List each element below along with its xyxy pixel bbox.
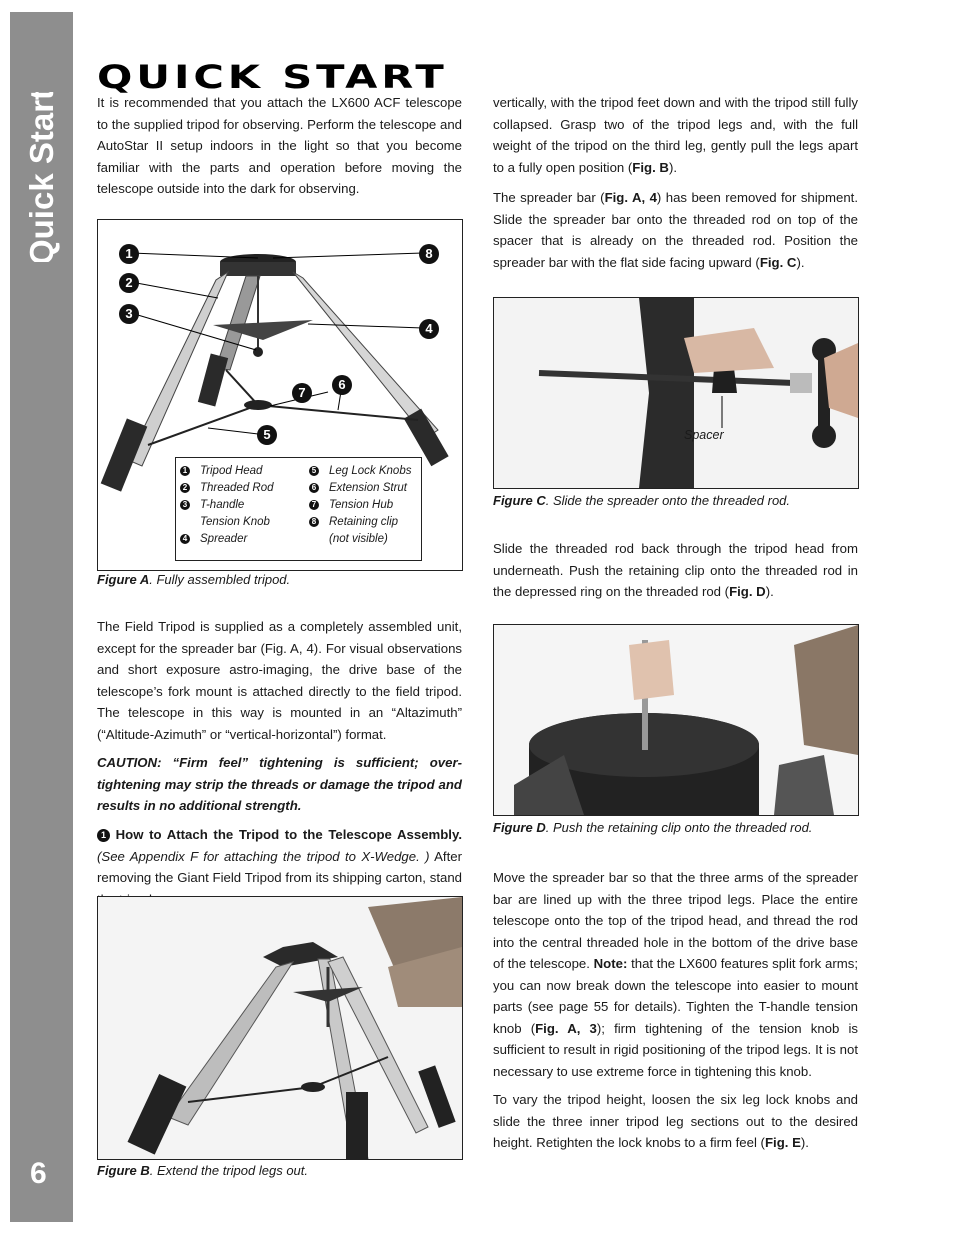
callout-8: 8 [419, 244, 439, 264]
intro-paragraph: It is recommended that you attach the LX600 ACF telescope to the supplied tripod for observing. Perform the telescope and AutoStar II setup indoors in the light so that you become familiar with the parts and operation before moving the telescope outside into the dark for observing. [97, 95, 462, 196]
legend-number-icon: 5 [309, 466, 319, 476]
caution-paragraph: CAUTION: “Firm feel” tightening is sufficient; over-tightening may strip the threads or damage the tripod and results in no additional strength. [97, 755, 462, 813]
legend-label: Tension Hub [329, 499, 394, 511]
legend-number-icon: 6 [309, 483, 319, 493]
legend-item [309, 499, 393, 511]
sidebar-title-text: Quick Start [23, 92, 60, 262]
legend-label: Spreader [200, 533, 248, 545]
legend-item [329, 533, 388, 545]
step-number-icon: 1 [97, 829, 110, 842]
figure-d-photo [494, 625, 858, 815]
legend-label: Leg Lock Knobs [329, 465, 412, 477]
legend-label: T-handle [200, 499, 245, 511]
callout-7: 7 [292, 383, 312, 403]
legend-item [309, 465, 411, 477]
figure-d [493, 624, 859, 816]
callout-2: 2 [119, 273, 139, 293]
callout-1: 1 [119, 244, 139, 264]
callout-5: 5 [257, 425, 277, 445]
legend-item [309, 482, 407, 494]
figure-a-caption: Figure A. Fully assembled tripod. [97, 572, 291, 587]
legend-label: Extension Strut [329, 482, 407, 494]
sidebar-title [16, 92, 68, 262]
legend-item [180, 499, 244, 511]
figure-b-caption: Figure B. Extend the tripod legs out. [97, 1163, 309, 1178]
right-paragraph-5: To vary the tripod height, loosen the six leg lock knobs and slide the three inner tripod leg sections out to the desired height. Retighten the lock knobs to a firm feel (Fig. E). [493, 1092, 858, 1150]
legend-label: Tripod Head [200, 465, 263, 477]
sidebar-band [10, 12, 73, 1222]
right-paragraph-2: The spreader bar (Fig. A, 4) has been removed for shipment. Slide the spreader bar onto the threaded rod on top of the spacer that is already on the threaded rod. Position the spreader bar with the flat side facing upward (Fig. C). [493, 190, 858, 270]
field-tripod-paragraph: The Field Tripod is supplied as a completely assembled unit, except for the spreader bar (Fig. A, 4). For visual observations and short exposure astro-imaging, the drive base of the telescope’s fork mount is attached directly to the field tripod. The telescope in this way is mounted in an “Altazimuth” (“Altitude-Azimuth” or “vertical-horizontal”) format. [97, 619, 462, 742]
right-paragraph-1: vertically, with the tripod feet down and with the tripod still fully collapsed. Grasp two of the tripod legs and, with the full weight of the tripod on the third leg, gently pull the legs apart to a fully open position (Fig. B). [493, 95, 858, 175]
legend-label: Tension Knob [200, 516, 270, 528]
legend-number-icon: 3 [180, 500, 190, 510]
legend-number-icon: 7 [309, 500, 319, 510]
figure-c-caption: Figure C. Slide the spreader onto the threaded rod. [493, 493, 791, 508]
legend-item [200, 516, 270, 528]
page-title: QUICK START [97, 58, 448, 96]
legend-item [180, 465, 262, 477]
legend-number-icon: 2 [180, 483, 190, 493]
figure-a [97, 219, 463, 571]
sidebar-title-svg [16, 92, 68, 262]
figure-c-photo [494, 298, 858, 488]
legend-number-icon: 1 [180, 466, 190, 476]
figure-a-legend [175, 457, 422, 561]
legend-item [180, 482, 274, 494]
step1-paragraph: 1 How to Attach the Tripod to the Telescope Assembly. (See Appendix F for attaching the tripod to X-Wedge. ) After removing the Giant Field Tripod from its shipping carton, stand [97, 827, 462, 885]
legend-label: Threaded Rod [200, 482, 274, 494]
callout-3: 3 [119, 304, 139, 324]
right-paragraph-4: Move the spreader bar so that the three arms of the spreader bar are lined up with the three tripod legs. Place the entire telescope onto the top of the tripod head, and thread the rod into the central threaded hole in the bottom of the drive base of the telescope. Note: that the LX600 features split fork arms; you can now break down the telescope into easier to mount parts (see page 55 for details). Tighten the T-handle tension knob (Fig. A, 3); firm tightening of the tension knob is sufficient to result in rigid positioning of the tripod legs. It is not necessary to use extreme force in tightening this knob. [493, 870, 858, 1079]
legend-item [309, 516, 398, 528]
figure-c [493, 297, 859, 489]
figure-d-caption: Figure D. Push the retaining clip onto the threaded rod. [493, 820, 813, 835]
callout-6: 6 [332, 375, 352, 395]
page-number: 6 [30, 1157, 47, 1190]
figure-b-tripod-photo [98, 897, 462, 1159]
legend-number-icon: 4 [180, 534, 190, 544]
legend-item [180, 533, 247, 545]
legend-label: (not visible) [329, 533, 388, 545]
figure-b [97, 896, 463, 1160]
legend-label: Retaining clip [329, 516, 399, 528]
right-paragraph-3: Slide the threaded rod back through the tripod head from underneath. Push the retaining clip onto the threaded rod in the depressed ring on the threaded rod (Fig. D). [493, 541, 858, 599]
legend-number-icon: 8 [309, 517, 319, 527]
callout-4: 4 [419, 319, 439, 339]
spacer-label: Spacer [684, 428, 724, 442]
